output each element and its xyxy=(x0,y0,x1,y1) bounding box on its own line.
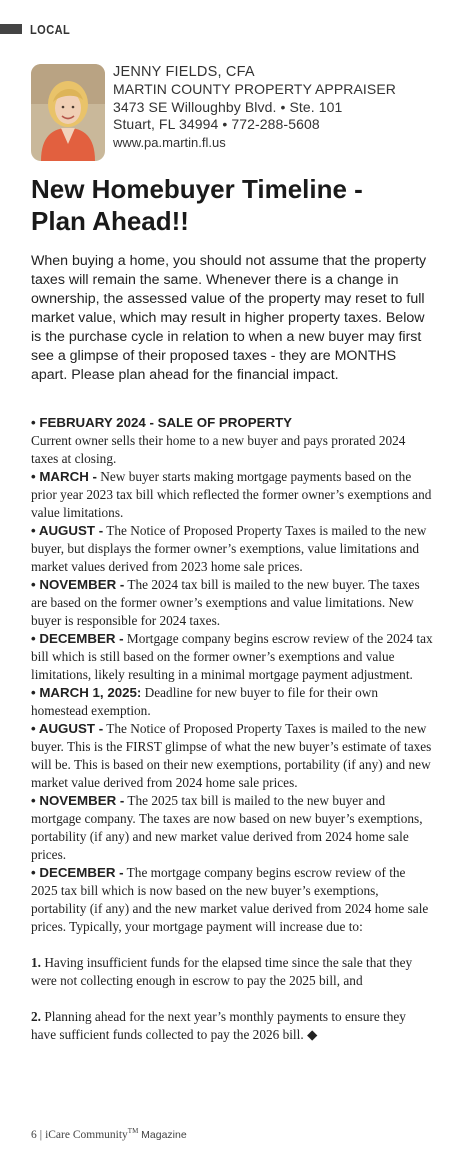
article-intro: When buying a home, you should not assume that the property taxes will remain the same. Whenever there is a change in ownership, the assessed value of the property may reset to full market value, which may result in higher property taxes. Below is the purchase cycle in relation to when a new buyer may first see a glimpse of their proposed taxes - they are MONTHS apart. Please plan ahead for the financial impact. xyxy=(31,253,427,383)
timeline-item-text: Deadline for new buyer to file for their own homestead exemption. xyxy=(31,685,379,718)
timeline-item-text: The mortgage company begins escrow review of the 2025 tax bill which is now based on the new buyer’s exemptions, portability (if any) and the new market value derived from 2024 home sale prices. Typically, your mortgage payment will increase due to: xyxy=(31,865,429,934)
timeline-item xyxy=(31,720,433,792)
reason-text: Planning ahead for the next year’s monthly payments to ensure they have sufficient funds collected to pay the 2026 bill. xyxy=(31,1009,406,1042)
page-footer xyxy=(31,1127,187,1141)
timeline-item xyxy=(31,864,433,936)
reason-item xyxy=(31,1008,433,1044)
reason-number: 2. xyxy=(31,1009,41,1024)
author-address-line-1: 3473 SE Willoughby Blvd. • Ste. 101 xyxy=(113,98,343,115)
article-title-line-1: New Homebuyer Timeline - xyxy=(31,174,363,204)
timeline-item-key: • DECEMBER - xyxy=(31,631,124,646)
timeline-item-key: • AUGUST - xyxy=(31,523,104,538)
timeline-item-text: The 2024 tax bill is mailed to the new buyer. The taxes are based on the former owner’s exemptions and value limitations. New buyer is responsible for 2024 taxes. xyxy=(31,577,420,628)
timeline-item-key: • NOVEMBER - xyxy=(31,793,125,808)
timeline-item-key: • AUGUST - xyxy=(31,721,104,736)
section-tag xyxy=(0,21,77,37)
trademark-mark: TM xyxy=(127,1127,139,1135)
author-website-link[interactable]: www.pa.martin.fl.us xyxy=(113,134,226,150)
author-address-line-2: Stuart, FL 34994 • 772-288-5608 xyxy=(113,116,320,132)
publication-suffix: Magazine xyxy=(141,1128,187,1141)
page-number: 6 xyxy=(31,1128,37,1141)
section-tag-label: LOCAL xyxy=(30,21,71,37)
reason-text: Having insufficient funds for the elapsed time since the sale that they were not collecting enough in escrow to pay the 2025 bill, and xyxy=(31,955,413,988)
timeline-item-text: Current owner sells their home to a new buyer and pays prorated 2024 taxes at closing. xyxy=(31,433,406,466)
timeline-item xyxy=(31,576,433,630)
timeline-item-key: • DECEMBER - xyxy=(31,865,124,880)
timeline-item xyxy=(31,522,433,576)
author-name: JENNY FIELDS, CFA xyxy=(113,64,255,80)
timeline-item-text: Mortgage company begins escrow review of the 2024 tax bill which is still based on the former owner’s exemptions and value limitations, likely resulting in a minimal mortgage payment adjustment. xyxy=(31,631,433,682)
author-title: MARTIN COUNTY PROPERTY APPRAISER xyxy=(113,81,397,97)
timeline-item xyxy=(31,414,433,468)
author-block xyxy=(31,64,396,161)
timeline-item-text: The 2025 tax bill is mailed to the new buyer and mortgage company. The taxes are now based on new buyer’s exemptions, portability (if any) and new market value derived from 2024 home sale prices. xyxy=(31,793,423,862)
footer-separator: | xyxy=(39,1128,43,1141)
timeline-item-text: New buyer starts making mortgage payments based on the prior year 2023 tax bill which reflected the former owner’s exemptions and value limitations. xyxy=(31,469,432,520)
timeline-item-key: • NOVEMBER - xyxy=(31,577,125,592)
timeline-item-key: • FEBRUARY 2024 - SALE OF PROPERTY xyxy=(31,415,293,430)
timeline-item-text: The Notice of Proposed Property Taxes is mailed to the new buyer, but displays the former owner’s exemptions, value limitations and market values derived from 2023 home sale prices. xyxy=(31,523,427,574)
article-title xyxy=(31,173,431,237)
spacer xyxy=(31,990,433,1008)
timeline-item xyxy=(31,792,433,864)
timeline-item xyxy=(31,684,433,720)
reason-item xyxy=(31,954,433,990)
timeline-item xyxy=(31,630,433,684)
end-mark-icon: ◆ xyxy=(306,1027,318,1042)
timeline-item xyxy=(31,468,433,522)
section-tag-bar xyxy=(0,24,22,34)
article-title-line-2: Plan Ahead!! xyxy=(31,206,189,236)
timeline-list xyxy=(31,414,433,1044)
timeline-item-key: • MARCH - xyxy=(31,469,97,484)
timeline-item-text: The Notice of Proposed Property Taxes is mailed to the new buyer. This is the FIRST glimpse of what the new buyer’s estimate of taxes will be. This is based on their new exemptions, portability (if any) and new market value derived from 2024 home sale prices. xyxy=(31,721,432,790)
reason-number: 1. xyxy=(31,955,41,970)
publication-name: iCare Community xyxy=(45,1128,128,1141)
author-photo xyxy=(31,64,105,161)
spacer xyxy=(31,936,433,954)
timeline-item-key: • MARCH 1, 2025: xyxy=(31,685,142,700)
